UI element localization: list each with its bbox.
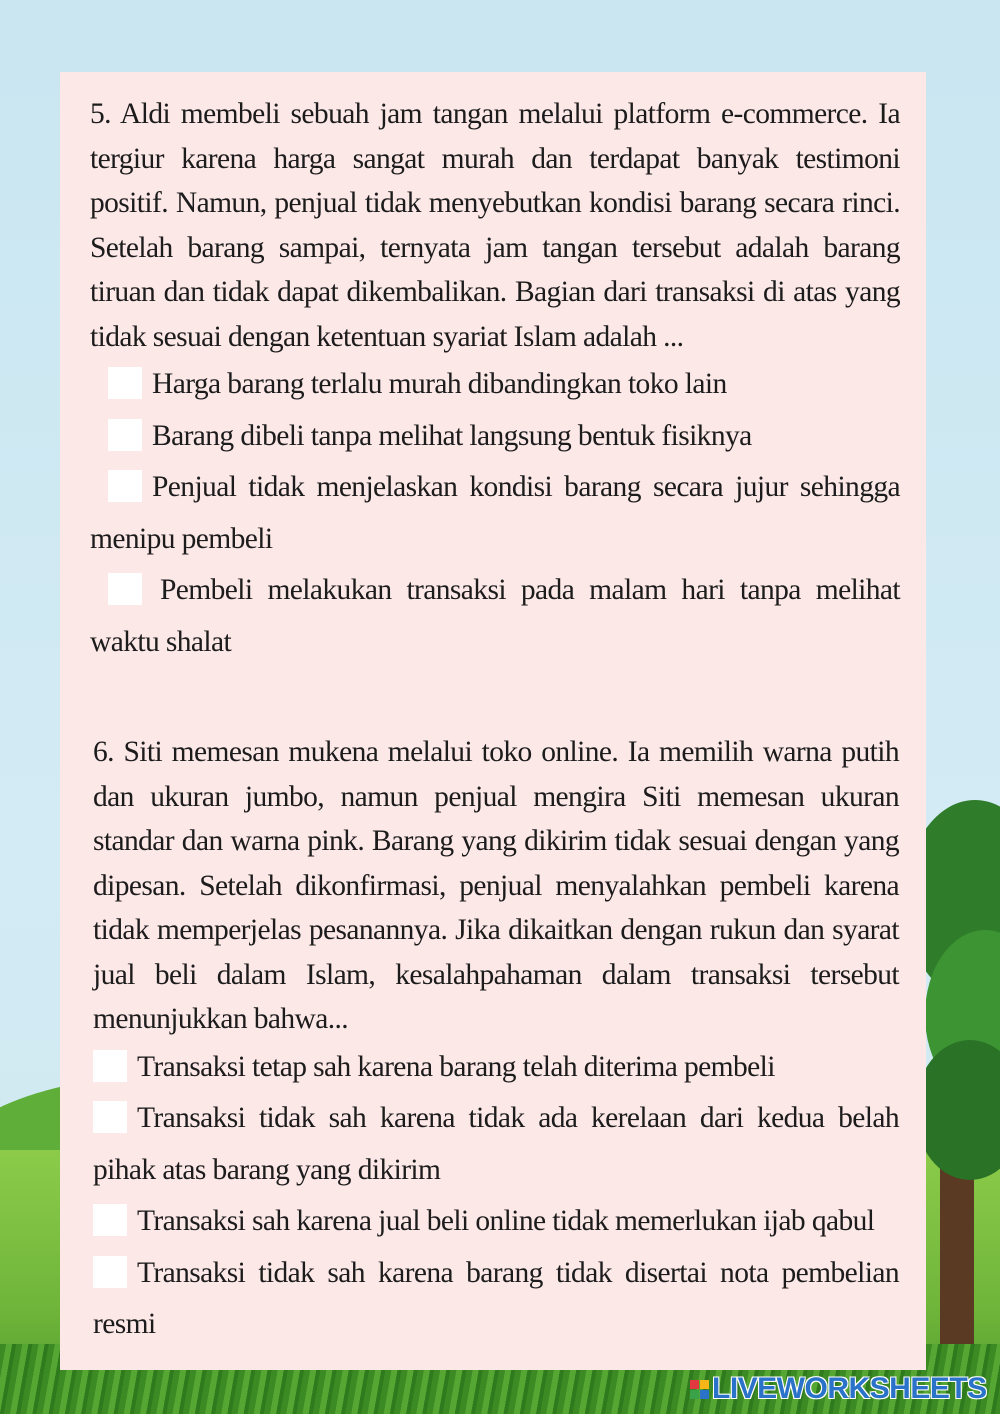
answer-checkbox[interactable] [93, 1050, 127, 1082]
answer-checkbox[interactable] [108, 367, 142, 399]
question-6-option-c [93, 1196, 899, 1248]
option-label: Transaksi tidak sah karena tidak ada kerelaan dari kedua belah pihak atas barang yang dikirim [93, 1102, 899, 1186]
option-label: Penjual tidak menjelaskan kondisi barang secara jujur sehingga menipu pembeli [90, 471, 900, 555]
answer-checkbox[interactable] [108, 419, 142, 451]
answer-checkbox[interactable] [93, 1101, 127, 1133]
option-label: Transaksi sah karena jual beli online tidak memerlukan ijab qabul [137, 1205, 875, 1237]
question-6-stem: 6. Siti memesan mukena melalui toko online. Ia memilih warna putih dan ukuran jumbo, namun penjual mengira Siti memesan ukuran standar dan warna pink. Barang yang dikirim tidak sesuai dengan yang dipesan. Setelah dikonfirmasi, penjual menyalahkan pembeli karena tidak memperjelas pesanannya. Jika dikaitkan dengan rukun dan syarat jual beli dalam Islam, kesalahpahaman dalam transaksi tersebut menunjukkan bahwa... [93, 736, 899, 1035]
logo-cell [700, 1390, 709, 1399]
answer-checkbox[interactable] [108, 573, 142, 605]
logo-cell [690, 1390, 699, 1399]
liveworksheets-logo [690, 1373, 987, 1405]
question-6-option-b [93, 1093, 899, 1196]
logo-grid-icon [690, 1380, 709, 1399]
option-label: Pembeli melakukan transaksi pada malam hari tanpa melihat waktu shalat [90, 574, 900, 658]
question-5-option-d [90, 565, 900, 668]
question-5 [90, 92, 900, 668]
answer-checkbox[interactable] [93, 1204, 127, 1236]
question-5-option-a [90, 359, 900, 411]
option-label: Transaksi tidak sah karena barang tidak disertai nota pembelian resmi [93, 1256, 899, 1340]
question-5-stem: 5. Aldi membeli sebuah jam tangan melalui platform e-commerce. Ia tergiur karena harga sangat murah dan terdapat banyak testimoni positif. Namun, penjual tidak menyebutkan kondisi barang secara rinci. Setelah barang sampai, ternyata jam tangan tersebut adalah barang tiruan dan tidak dapat dikembalikan. Bagian dari transaksi di atas yang tidak sesuai dengan ketentuan syariat Islam adalah ... [90, 98, 900, 353]
option-label: Harga barang terlalu murah dibandingkan toko lain [152, 368, 727, 400]
question-5-option-c [90, 462, 900, 565]
question-6-option-a [93, 1042, 899, 1094]
option-label: Transaksi tetap sah karena barang telah diterima pembeli [137, 1050, 775, 1083]
logo-text: LIVEWORKSHEETS [712, 1372, 987, 1405]
answer-checkbox[interactable] [93, 1256, 127, 1288]
answer-checkbox[interactable] [108, 470, 142, 502]
logo-cell [700, 1380, 709, 1389]
option-label: Barang dibeli tanpa melihat langsung bentuk fisiknya [152, 419, 752, 452]
logo-cell [690, 1380, 699, 1389]
question-6-option-d [93, 1248, 899, 1351]
question-5-option-b [90, 411, 900, 463]
question-6 [93, 730, 899, 1351]
